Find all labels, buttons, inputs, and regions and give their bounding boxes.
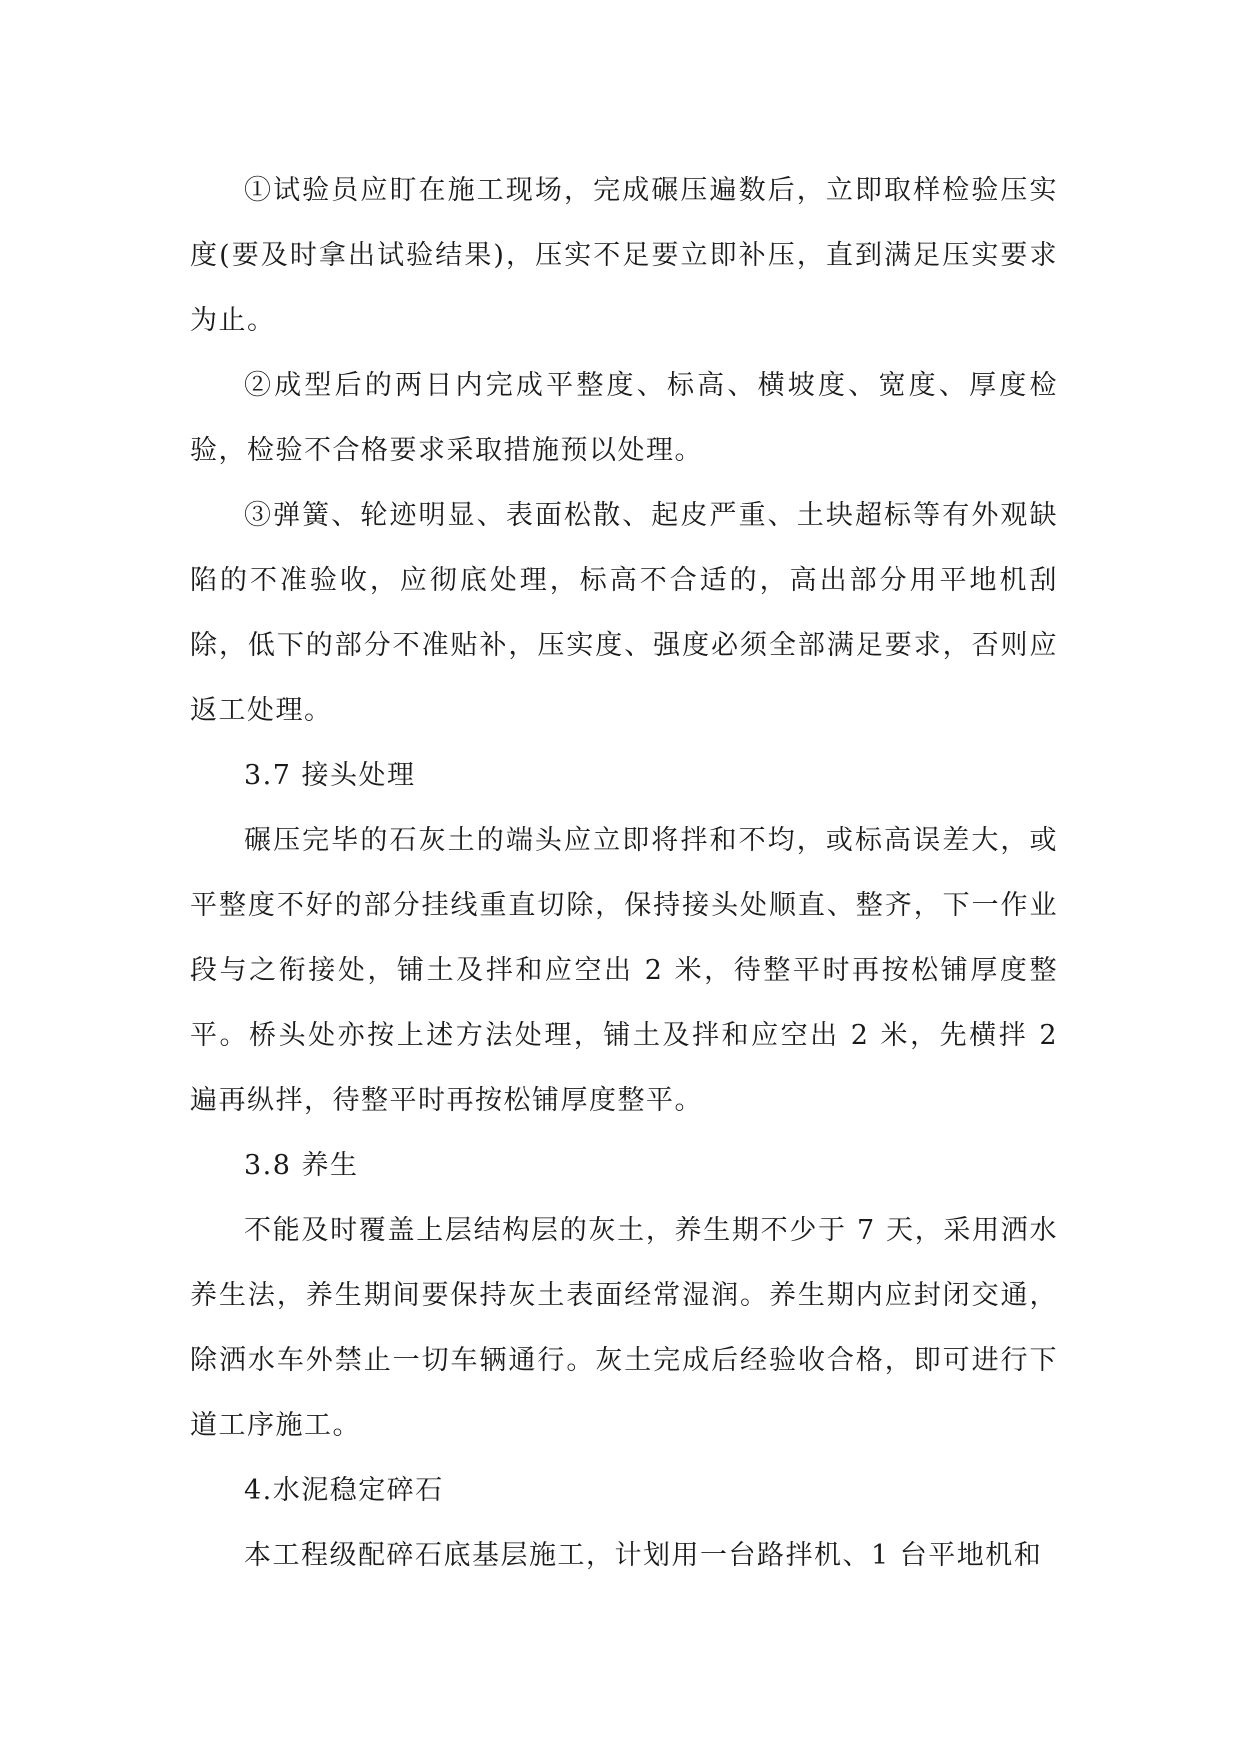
section-heading-cement-stabilized-gravel: 4.水泥稳定碎石	[244, 1475, 444, 1506]
section-heading-joint-treatment: 3.7 接头处理	[244, 760, 416, 791]
paragraph-curing: 不能及时覆盖上层结构层的灰土，养生期不少于 7 天，采用洒水养生法，养生期间要保持灰土表面经常湿润。养生期内应封闭交通，除洒水车外禁止一切车辆通行。灰土完成后经验收合格，即可进行下道工序施工。	[190, 1215, 1058, 1441]
paragraph-subbase-construction: 本工程级配碎石底基层施工，计划用一台路拌机、1 台平地机和	[244, 1540, 1043, 1571]
paragraph-defect-handling: ③弹簧、轮迹明显、表面松散、起皮严重、土块超标等有外观缺陷的不准验收，应彻底处理，标高不合适的，高出部分用平地机刮除，低下的部分不准贴补，压实度、强度必须全部满足要求，否则应返工处理。	[190, 500, 1058, 726]
paragraph-compaction-testing: ①试验员应盯在施工现场，完成碾压遍数后，立即取样检验压实度(要及时拿出试验结果)，压实不足要立即补压，直到满足压实要求为止。	[190, 175, 1058, 336]
document-body	[190, 158, 1058, 1588]
paragraph-flatness-inspection: ②成型后的两日内完成平整度、标高、横坡度、宽度、厚度检验，检验不合格要求采取措施预以处理。	[190, 370, 1058, 466]
paragraph-joint-treatment: 碾压完毕的石灰土的端头应立即将拌和不均，或标高误差大，或平整度不好的部分挂线重直切除，保持接头处顺直、整齐，下一作业段与之衔接处，铺土及拌和应空出 2 米，待整平时再按松铺厚度整平。桥头处亦按上述方法处理，铺土及拌和应空出 2 米，先横拌 2 遍再纵拌，待整平时再按松铺厚度整平。	[190, 825, 1058, 1116]
section-heading-curing: 3.8 养生	[244, 1150, 359, 1181]
